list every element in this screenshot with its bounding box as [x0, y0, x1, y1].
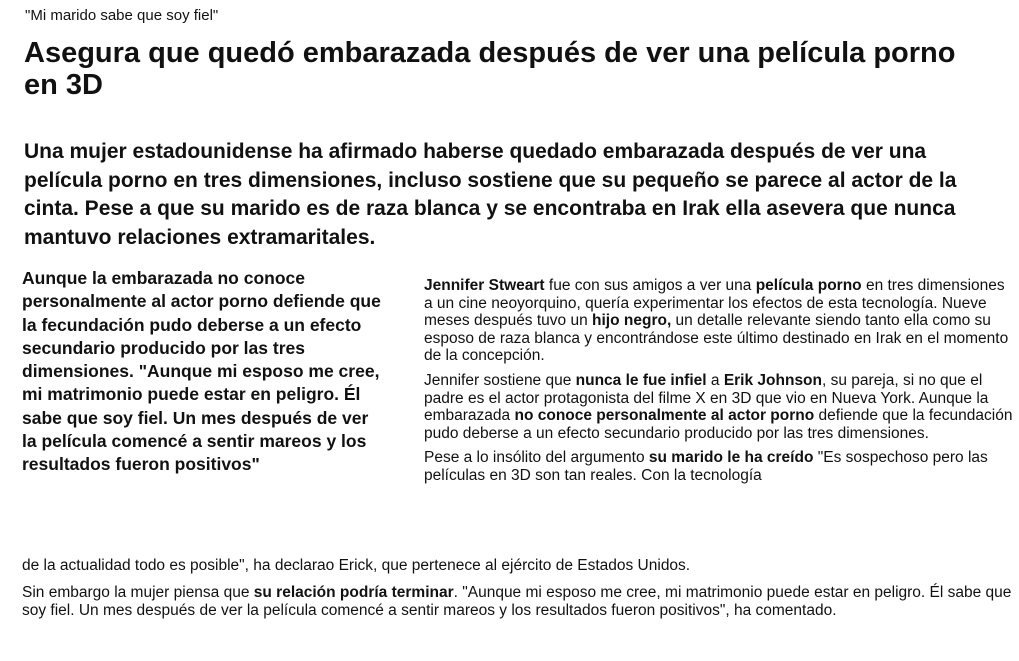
body-column	[424, 277, 1014, 492]
text-run: , su pareja, si no que el padre es el actor protagonista del filme X en 3D que vio en Nueva York. Aunque la embarazada	[424, 371, 989, 425]
body-continuation: de la actualidad todo es posible", ha declarao Erick, que pertenece al ejército de Estados Unidos.	[22, 557, 691, 574]
kicker: "Mi marido sabe que soy fiel"	[25, 7, 219, 24]
text-run: defiende que la fecundación pudo deberse a un efecto secundario producido por las tres dimensiones.	[424, 407, 1013, 442]
text-run: Pese a lo insólito del argumento	[424, 449, 649, 467]
body-paragraph-1	[424, 277, 1014, 365]
emphasis: no conoce personalmente al actor porno	[514, 407, 815, 425]
emphasis: nunca le fue infiel	[575, 371, 707, 389]
lead-paragraph: Una mujer estadounidense ha afirmado haberse quedado embarazada después de ver una película porno en tres dimensiones, incluso sostiene que su pequeño se parece al actor de la cinta. Pese a que su marido es de raza blanca y se encontraba en Irak ella asevera que nunca mantuvo relaciones extramaritales.	[24, 140, 957, 249]
body-paragraph-3	[424, 449, 1014, 484]
text-run: en tres dimensiones a un cine neoyorquino, quería experimentar los efectos de esta tecnología. Nueve meses después tuvo un	[424, 277, 1005, 330]
emphasis: su relación podría terminar	[253, 584, 454, 601]
closing-paragraph	[22, 584, 1012, 619]
text-run: a	[706, 371, 724, 389]
person-name: Erik Johnson	[723, 371, 822, 389]
text-run: "Es sospechoso pero las películas en 3D son tan reales. Con la tecnología	[424, 449, 988, 484]
headline: Asegura que quedó embarazada después de ver una película porno en 3D	[24, 37, 956, 101]
text-run: un detalle relevante siendo tanto ella como su esposo de raza blanca y encontrándose este último destinado en Irak en el momento de la concepción.	[424, 312, 1009, 365]
text-run: Jennifer sostiene que	[424, 371, 576, 389]
person-name: Jennifer Stweart	[424, 277, 545, 294]
body-paragraph-2	[424, 372, 1014, 442]
emphasis: película porno	[755, 277, 862, 294]
emphasis: su marido le ha creído	[648, 449, 814, 467]
text-run: fue con sus amigos a ver una	[544, 277, 756, 294]
text-run: Sin embargo la mujer piensa que	[22, 584, 254, 601]
emphasis: hijo negro,	[592, 312, 672, 330]
text-run: . "Aunque mi esposo me cree, mi matrimonio puede estar en peligro. Él sabe que soy fiel. Un mes después de ver la película comencé a sentir mareos y los resultados fueron positivos", ha comentado.	[22, 584, 1012, 619]
pull-quote: Aunque la embarazada no conoce personalmente al actor porno defiende que la fecundación pudo deberse a un efecto secundario producido por las tres dimensiones. "Aunque mi esposo me cree, mi matrimonio puede estar en peligro. Él sabe que soy fiel. Un mes después de ver la película comencé a sentir mareos y los resultados fueron positivos"	[22, 268, 381, 475]
